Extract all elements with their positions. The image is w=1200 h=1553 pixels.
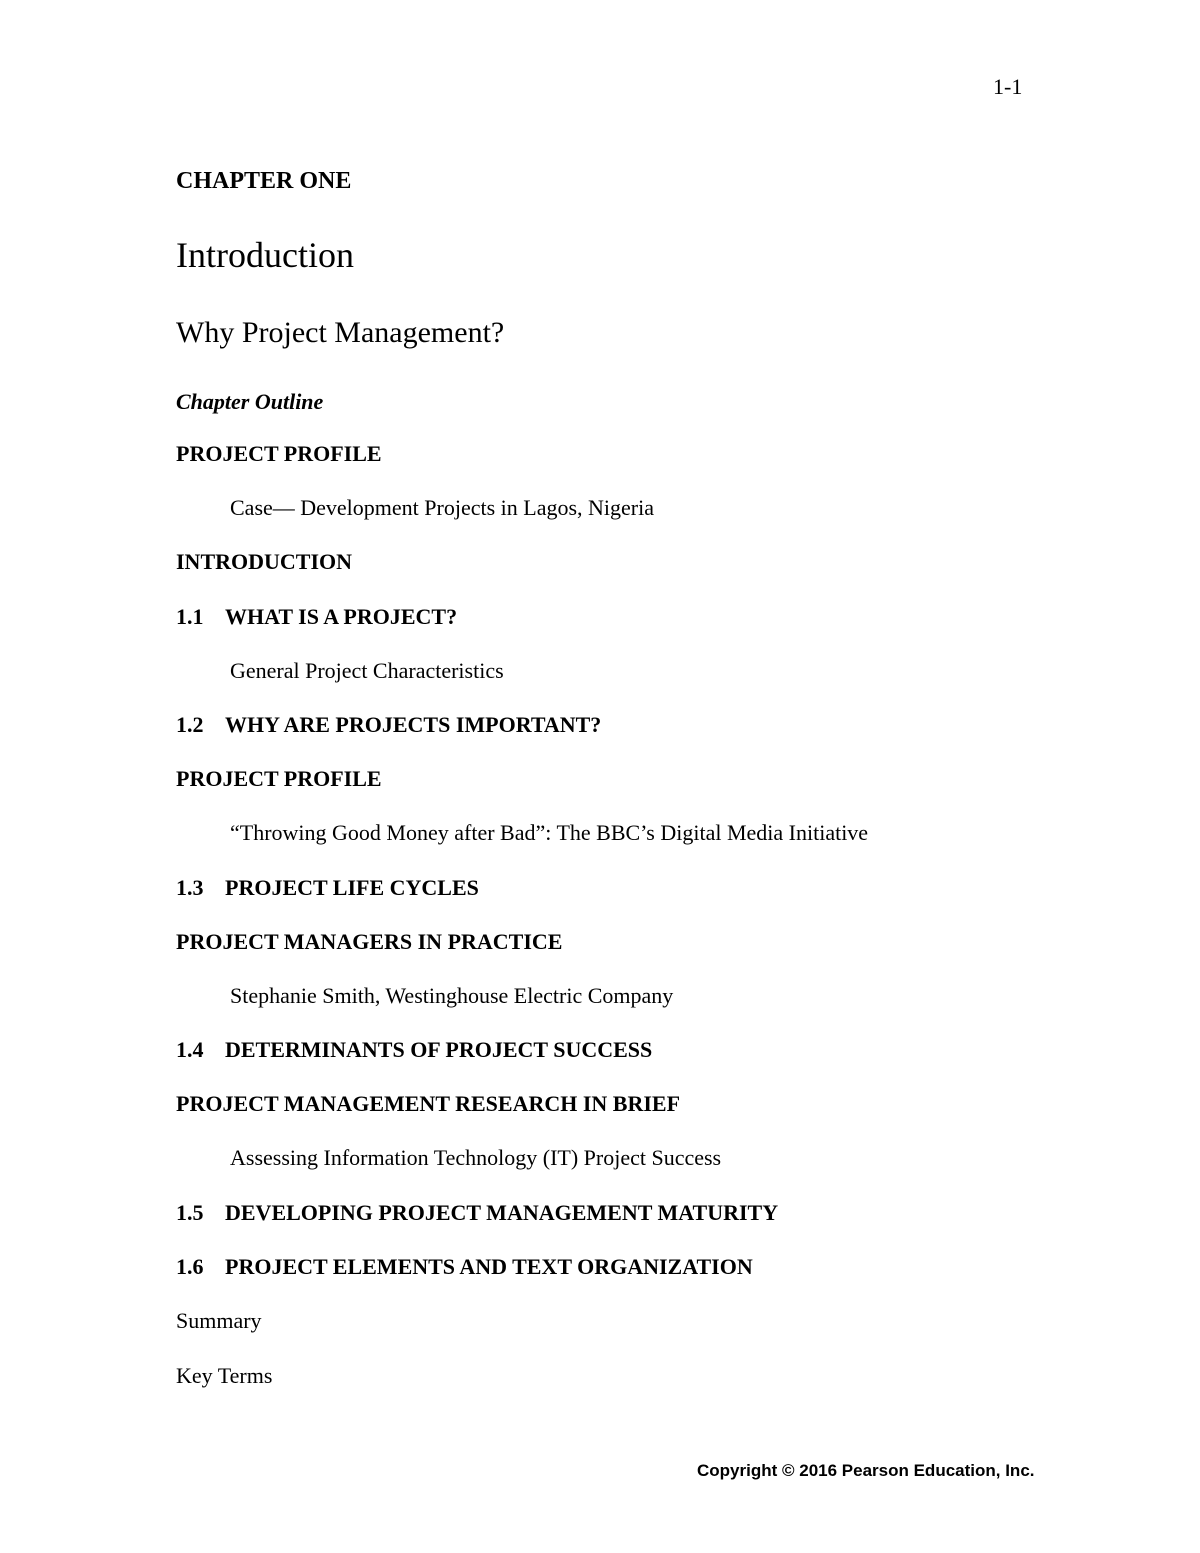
outline-entry-text: General Project Characteristics: [230, 658, 504, 683]
chapter-label: CHAPTER ONE: [176, 168, 352, 194]
outline-entry-text: PROJECT MANAGERS IN PRACTICE: [176, 929, 563, 954]
outline-entry-text: Stephanie Smith, Westinghouse Electric Company: [230, 983, 674, 1008]
section-number: 1.5: [176, 1200, 204, 1225]
outline-entry-text: Assessing Information Technology (IT) Project Success: [230, 1145, 722, 1170]
chapter-subtitle: Why Project Management?: [176, 316, 505, 349]
outline-subentry-lagos-case: [230, 495, 654, 521]
outline-entry-text: DEVELOPING PROJECT MANAGEMENT MATURITY: [225, 1200, 779, 1225]
outline-heading: Chapter Outline: [176, 389, 324, 414]
outline-entry-section-1-5: [176, 1200, 778, 1226]
outline-entry-text: PROJECT PROFILE: [176, 766, 382, 791]
outline-entry-text: DETERMINANTS OF PROJECT SUCCESS: [225, 1037, 653, 1062]
outline-entry-project-profile: [176, 441, 382, 467]
outline-subentry-bbc-initiative: [230, 820, 868, 846]
outline-entry-text: WHY ARE PROJECTS IMPORTANT?: [225, 712, 602, 737]
chapter-title: Introduction: [176, 235, 354, 275]
page-number: 1-1: [993, 74, 1023, 99]
outline-entry-text: Case— Development Projects in Lagos, Nigeria: [230, 495, 655, 520]
outline-subentry-general-characteristics: [230, 658, 504, 684]
outline-entry-key-terms: [176, 1363, 272, 1389]
outline-entry-text: Key Terms: [176, 1363, 273, 1388]
outline-entry-section-1-4: [176, 1037, 652, 1063]
section-number: 1.6: [176, 1254, 204, 1279]
outline-entry-text: Summary: [176, 1308, 262, 1333]
section-number: 1.4: [176, 1037, 204, 1062]
outline-entry-section-1-6: [176, 1254, 753, 1280]
outline-entry-managers-in-practice: [176, 929, 562, 955]
outline-entry-text: INTRODUCTION: [176, 549, 353, 574]
outline-entry-text: PROJECT LIFE CYCLES: [225, 875, 479, 900]
outline-entry-project-profile-2: [176, 766, 382, 792]
outline-entry-research-in-brief: [176, 1091, 680, 1117]
outline-entry-summary: [176, 1308, 262, 1334]
outline-entry-section-1-2: [176, 712, 601, 738]
outline-entry-introduction: [176, 549, 352, 575]
outline-entry-section-1-1: [176, 604, 457, 630]
section-number: 1.1: [176, 604, 204, 629]
outline-entry-text: “Throwing Good Money after Bad”: The BBC’s Digital Media Initiative: [230, 820, 869, 845]
section-number: 1.2: [176, 712, 204, 737]
copyright-footer: Copyright © 2016 Pearson Education, Inc.: [697, 1461, 1035, 1480]
outline-entry-text: PROJECT PROFILE: [176, 441, 382, 466]
outline-subentry-it-project-success: [230, 1145, 721, 1171]
outline-entry-text: PROJECT ELEMENTS AND TEXT ORGANIZATION: [225, 1254, 753, 1279]
outline-entry-text: WHAT IS A PROJECT?: [225, 604, 458, 629]
outline-entry-text: PROJECT MANAGEMENT RESEARCH IN BRIEF: [176, 1091, 681, 1116]
section-number: 1.3: [176, 875, 204, 900]
outline-entry-section-1-3: [176, 875, 479, 901]
outline-subentry-stephanie-smith: [230, 983, 673, 1009]
